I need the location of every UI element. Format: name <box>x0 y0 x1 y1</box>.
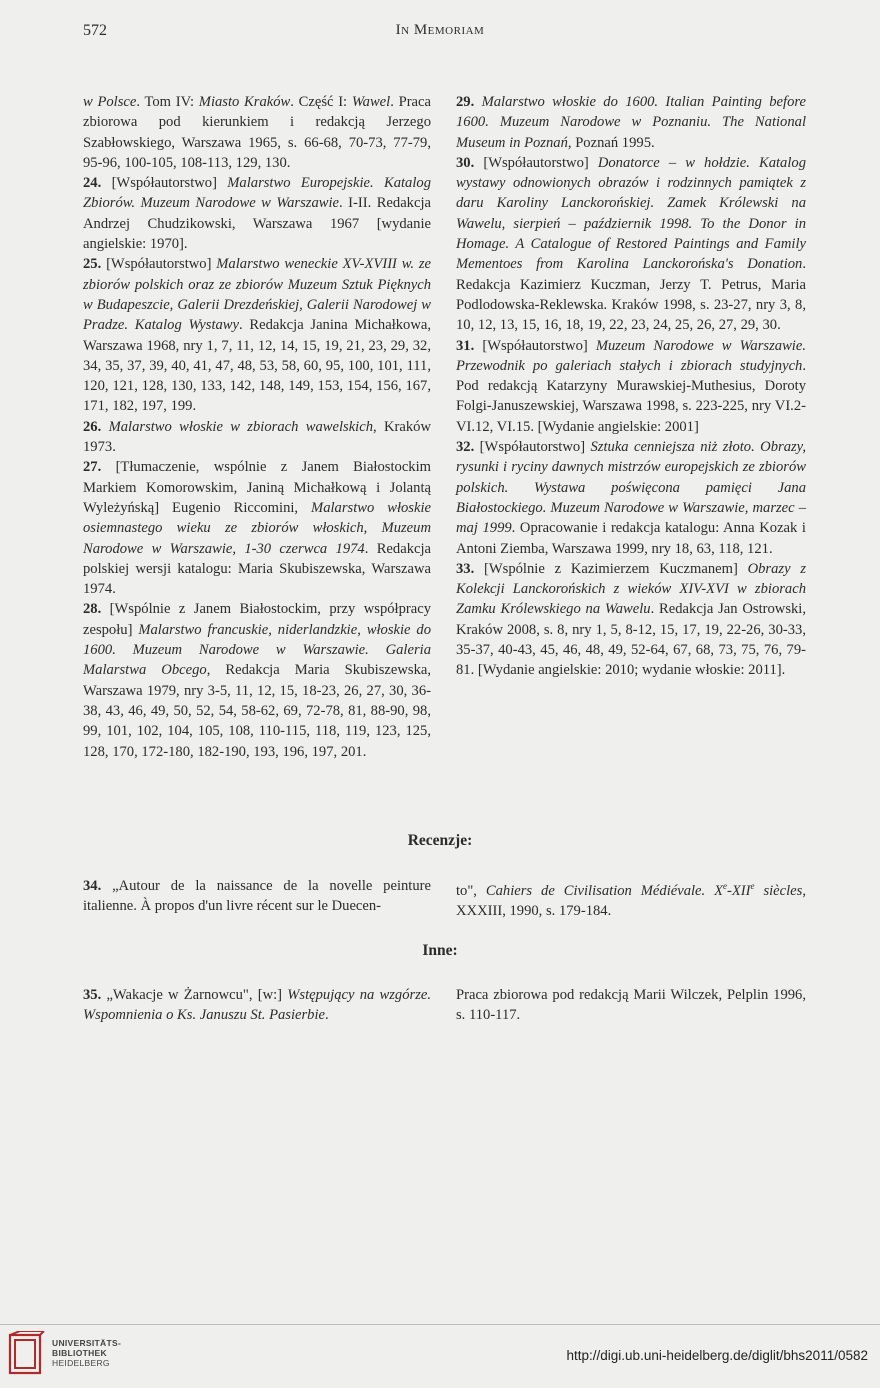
entry-superscript: e <box>723 881 728 891</box>
entry-text: [Tłumaczenie, wspólnie z Janem Białostockim Markiem Komorowskim, Janiną Michałkową i Jolantą Wyleżyńską] Eugenio Riccomini, <box>83 459 431 516</box>
bibliography-entry <box>456 985 806 1026</box>
entry-title-italic: Wawel <box>351 94 391 110</box>
entry-text: , XXXIII, 1990, s. 179-184. <box>456 882 806 920</box>
other-right-text <box>456 985 806 1026</box>
entry-text: [Współautorstwo] <box>101 256 217 273</box>
entry-number: 24. <box>83 175 102 192</box>
entry-text: . Redakcja Janina Michałkowa, Warszawa 1968, nry 1, 7, 11, 12, 14, 15, 19, 21, 23, 29, 32, 34, 35, 37, 39, 40, 41, 47, 48, 53, 58, 60, 95, 100, 101, 111, 120, 121, 128, 130, 133, 142, 148, 149, 153, 154, 156, 167, 171, 182, 197, 199. <box>83 317 432 415</box>
other-left-text <box>83 985 431 1026</box>
entry-superscript: e <box>750 881 755 891</box>
entry-number: 33. <box>456 560 475 577</box>
bibliography-entry <box>456 437 806 559</box>
page-number: 572 <box>83 22 107 39</box>
entry-title-italic: -XII <box>727 882 751 899</box>
entry-title-italic: siècles <box>754 882 803 899</box>
entry-number: 26. <box>83 418 102 435</box>
footer-divider <box>0 1324 880 1325</box>
logo-line-3: HEIDELBERG <box>52 1358 110 1368</box>
entry-title-italic: Malarstwo włoskie w zbiorach wawelskich <box>108 418 373 435</box>
section-heading-other: Inne: <box>422 942 458 959</box>
entry-number: 31. <box>456 337 475 354</box>
entry-number: 28. <box>83 601 102 618</box>
bibliography-entry <box>83 254 431 416</box>
reviews-right-text <box>456 876 806 921</box>
logo-line-2: BIBLIOTHEK <box>52 1348 107 1358</box>
reviews-left-text <box>83 876 431 917</box>
bibliography-entry <box>456 876 806 921</box>
entry-number: 25. <box>83 256 102 273</box>
entry-text: . Redakcja Kazimierz Kuczman, Jerzy T. Petrus, Maria Podlodowska-Reklewska. Kraków 1998, s. 23-27, nry 3, 8, 10, 12, 13, 15, 16, 18, 19, 22, 23, 24, 25, 26, 27, 29, 30. <box>456 256 806 334</box>
entry-title-italic: Muzeum Narodowe w Warszawie. Przewodnik po galeriach stałych i zbiorach studyjnych <box>456 337 806 374</box>
entry-number: 32. <box>456 439 475 456</box>
bibliography-entry <box>83 417 431 458</box>
entry-number: 29. <box>456 94 475 110</box>
bibliography-entry <box>456 153 806 336</box>
entry-text <box>474 94 481 110</box>
entry-title-italic: Wstępujący na wzgórze. Wspomnienia o Ks. Januszu St. Pasierbie <box>83 987 431 1024</box>
running-head: In Memoriam <box>395 22 485 38</box>
bibliography-entry <box>456 92 806 153</box>
entry-title-italic: Malarstwo francuskie, niderlandzkie, włoskie do 1600. Muzeum Narodowe w Warszawie. Galeria Malarstwa Obcego <box>83 621 431 679</box>
entry-title-italic: Malarstwo Europejskie. Katalog Zbiorów. Muzeum Narodowe w Warszawie <box>83 175 431 212</box>
bibliography-entry <box>456 559 806 681</box>
entry-number: 34. <box>83 878 102 894</box>
entry-title-italic: Malarstwo włoskie osiemnastego wieku ze zbiorów włoskich, Muzeum Narodowe w Warszawie, 1-30 czerwca 1974 <box>83 499 431 557</box>
section-heading-reviews: Recenzje: <box>407 832 473 849</box>
entry-text: , Kraków 1973. <box>83 418 431 456</box>
entry-title-italic: Obrazy z Kolekcji Lanckorońskich z wieków XIV-XVI w zbiorach Zamku Królewskiego na Wawelu <box>456 560 806 618</box>
entry-text: to", <box>456 882 486 899</box>
entry-text: , Redakcja Maria Skubiszewska, Warszawa 1979, nry 3-5, 11, 12, 15, 18-23, 26, 27, 30, 36-38, 43, 46, 49, 50, 52, 54, 58-62, 69, 72-78, 81, 88-90, 98, 99, 101, 102, 104, 105, 108, 110-115, 118, 119, 123, 125, 128, 170, 172-180, 182-190, 193, 196, 197, 201. <box>83 662 431 760</box>
entry-text: [Współautorstwo] <box>474 337 596 354</box>
entry-text: [Współautorstwo] <box>474 154 598 171</box>
entry-text: . Redakcja Jan Ostrowski, Kraków 2008, s. 8, nry 1, 5, 8-12, 15, 17, 19, 22-26, 30-33, 35-37, 40-43, 45, 46, 48, 49, 52-64, 67, 68, 73, 75, 76, 79-81. [Wydanie angielskie: 2010; wydanie włoskie: 2011]. <box>456 601 806 679</box>
entry-text: Praca zbiorowa pod redakcją Marii Wilczek, Pelplin 1996, s. 110-117. <box>456 987 806 1024</box>
entry-title-italic: Malarstwo włoskie do 1600. Italian Painting before 1600. Muzeum Narodowe w Poznaniu. The National Museum in Poznań <box>456 94 806 151</box>
entry-text: [Wspólnie z Kazimierzem Kuczmanem] <box>474 560 748 577</box>
entry-text: . I-II. Redakcja Andrzej Chudzikowski, Warszawa 1967 [wydanie angielskie: 1970]. <box>83 195 431 253</box>
entry-text: . Pod redakcją Katarzyny Murawskiej-Muthesius, Doroty Folgi-Januszewskiej, Warszawa 1998, s. 223-225, nry VI.2-VI.12, VI.15. [Wydanie angielskie: 2001] <box>456 357 806 435</box>
entry-title-italic: Malarstwo weneckie XV-XVIII w. ze zbiorów polskich oraz ze zbiorów Muzeum Sztuk Pięknych w Budapeszcie, Galerii Drezdeńskiej, Galerii Narodowej w Pradze. Katalog Wystawy <box>83 256 431 334</box>
entry-number: 27. <box>83 459 102 476</box>
entry-title-italic: Sztuka cenniejsza niż złoto. Obrazy, rysunki i ryciny dawnych mistrzów europejskich ze zbiorów polskich. Wystawa poświęcona pamięci Jana Białostockiego. Muzeum Narodowe w Warszawie, marzec – maj 1999 <box>456 439 806 537</box>
bibliography-entry <box>83 457 431 599</box>
library-logo-icon <box>8 1331 46 1377</box>
entry-text: [Współautorstwo] <box>474 439 591 456</box>
entry-number: 30. <box>456 154 475 171</box>
entry-text: . Tom IV: <box>136 94 199 110</box>
bibliography-entry <box>83 985 431 1026</box>
entry-text: . Część I: <box>290 94 352 110</box>
entry-text: . Praca zbiorowa pod kierunkiem i redakcją Jerzego Szabłowskiego, Warszawa 1965, s. 66-68, 70-73, 77-79, 95-96, 100-105, 108-113, 129, 130. <box>83 94 431 171</box>
library-logo-text <box>52 1338 121 1368</box>
bibliography-entry <box>83 173 431 254</box>
entry-text: „Wakacje w Żarnowcu", [w:] <box>101 987 288 1003</box>
entry-text: . Opracowanie i redakcja katalogu: Anna Kozak i Antoni Ziemba, Warszawa 1999, nry 18, 63, 118, 121. <box>456 520 806 557</box>
entry-number: 35. <box>83 987 102 1003</box>
entry-text: , Poznań 1995. <box>567 134 655 151</box>
entry-title-italic: Donatorce – w hołdzie. Katalog wystawy odnowionych obrazów i rodzinnych pamiątek z daru Karoliny Lanckorońskiej. Zamek Królewski na Wawelu, sierpień – październik 1998. To the Donor in Homage. A Catalogue of Restored Paintings and Family Mementoes from Karolina Lanckorońska's Donation <box>456 154 806 273</box>
right-column <box>456 92 806 681</box>
bibliography-entry <box>456 336 806 437</box>
entry-text: [Wspólnie z Janem Białostockim, przy współpracy zespołu] <box>83 601 431 638</box>
entry-text: . <box>325 1007 329 1024</box>
entry-text: . Redakcja polskiej wersji katalogu: Maria Skubiszewska, Warszawa 1974. <box>83 540 431 598</box>
entry-title-italic: Cahiers de Civilisation Médiévale. X <box>485 882 724 899</box>
entry-text: „Autour de la naissance de la novelle peinture italienne. À propos d'un livre récent sur le Duecen- <box>83 878 431 915</box>
entry-title-italic: w Polsce <box>83 94 137 110</box>
entry-text: [Współautorstwo] <box>101 175 228 192</box>
logo-line-1: UNIVERSITÄTS- <box>52 1338 122 1348</box>
bibliography-entry <box>83 92 431 173</box>
entry-title-italic: Miasto Kraków <box>198 94 291 110</box>
left-column <box>83 92 431 762</box>
source-url-link[interactable]: http://digi.ub.uni-heidelberg.de/diglit/bhs2011/0582 <box>566 1348 868 1363</box>
bibliography-entry <box>83 599 431 761</box>
bibliography-entry <box>83 876 431 917</box>
entry-text <box>101 419 108 435</box>
